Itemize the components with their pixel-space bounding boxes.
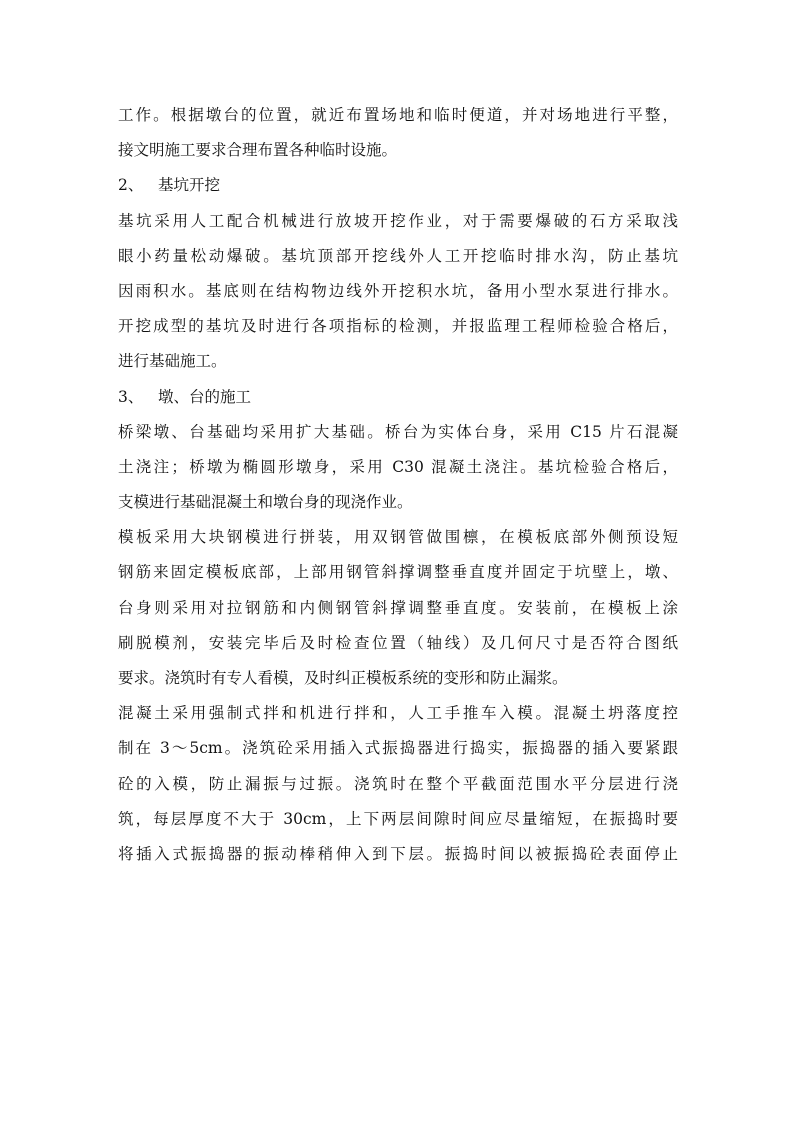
text-line: 桥梁墩、台基础均采用扩大基础。桥台为实体台身，采用 C15 片石混凝 <box>118 422 678 441</box>
text-line: 台身则采用对拉钢筋和内侧钢管斜撑调整垂直度。安装前，在模板上涂 <box>118 598 678 617</box>
document-body <box>118 98 678 872</box>
text-line: 将插入式振捣器的振动棒稍伸入到下层。振捣时间以被振捣砼表面停止 <box>118 844 678 863</box>
section-number: 2、 <box>118 176 144 195</box>
section-title: 墩、台的施工 <box>158 387 252 406</box>
text-line: 钢筋来固定模板底部，上部用钢管斜撑调整垂直度并固定于坑壁上，墩、 <box>118 563 678 582</box>
text-line: 基坑采用人工配合机械进行放坡开挖作业，对于需要爆破的石方采取浅 <box>118 211 678 230</box>
text-line: 砼的入模，防止漏振与过振。浇筑时在整个平截面范围水平分层进行浇 <box>118 774 678 793</box>
section-heading-pier-construction <box>118 380 678 415</box>
text-line: 土浇注；桥墩为椭圆形墩身，采用 C30 混凝土浇注。基坑检验合格后， <box>118 457 678 476</box>
text-line: 刷脱模剂，安装完毕后及时检查位置（轴线）及几何尺寸是否符合图纸 <box>118 633 678 652</box>
text-line: 要求。浇筑时有专人看模，及时纠正模板系统的变形和防止漏浆。 <box>118 669 568 687</box>
text-line: 制在 3～5cm。浇筑砼采用插入式振捣器进行捣实，振捣器的插入要紧跟 <box>118 739 678 758</box>
section-heading-foundation-pit <box>118 168 678 203</box>
section-number: 3、 <box>118 387 144 406</box>
text-line: 混凝土采用强制式拌和机进行拌和，人工手推车入模。混凝土坍落度控 <box>118 704 678 723</box>
text-line: 眼小药量松动爆破。基坑顶部开挖线外人工开挖临时排水沟，防止基坑 <box>118 246 678 265</box>
paragraph-formwork <box>118 520 678 696</box>
paragraph-foundation-type <box>118 415 678 521</box>
text-line: 接文明施工要求合理布置各种临时设施。 <box>118 141 398 160</box>
text-line: 因雨积水。基底则在结构物边线外开挖积水坑，备用小型水泵进行排水。 <box>118 281 678 300</box>
text-line: 支模进行基础混凝土和墩台身的现浇作业。 <box>118 493 413 512</box>
text-line: 筑，每层厚度不大于 30cm，上下两层间隙时间应尽量缩短，在振捣时要 <box>118 809 678 828</box>
text-line: 工作。根据墩台的位置，就近布置场地和临时便道，并对场地进行平整， <box>118 106 678 124</box>
section-title: 基坑开挖 <box>158 176 221 195</box>
text-line: 开挖成型的基坑及时进行各项指标的检测，并报监理工程师检验合格后， <box>118 317 678 336</box>
paragraph-concrete-pouring <box>118 696 678 872</box>
paragraph-excavation <box>118 204 678 380</box>
paragraph-site-preparation <box>118 98 678 168</box>
text-line: 进行基础施工。 <box>118 352 227 371</box>
text-line: 模板采用大块钢模进行拼装，用双钢管做围檩，在模板底部外侧预设短 <box>118 528 678 547</box>
